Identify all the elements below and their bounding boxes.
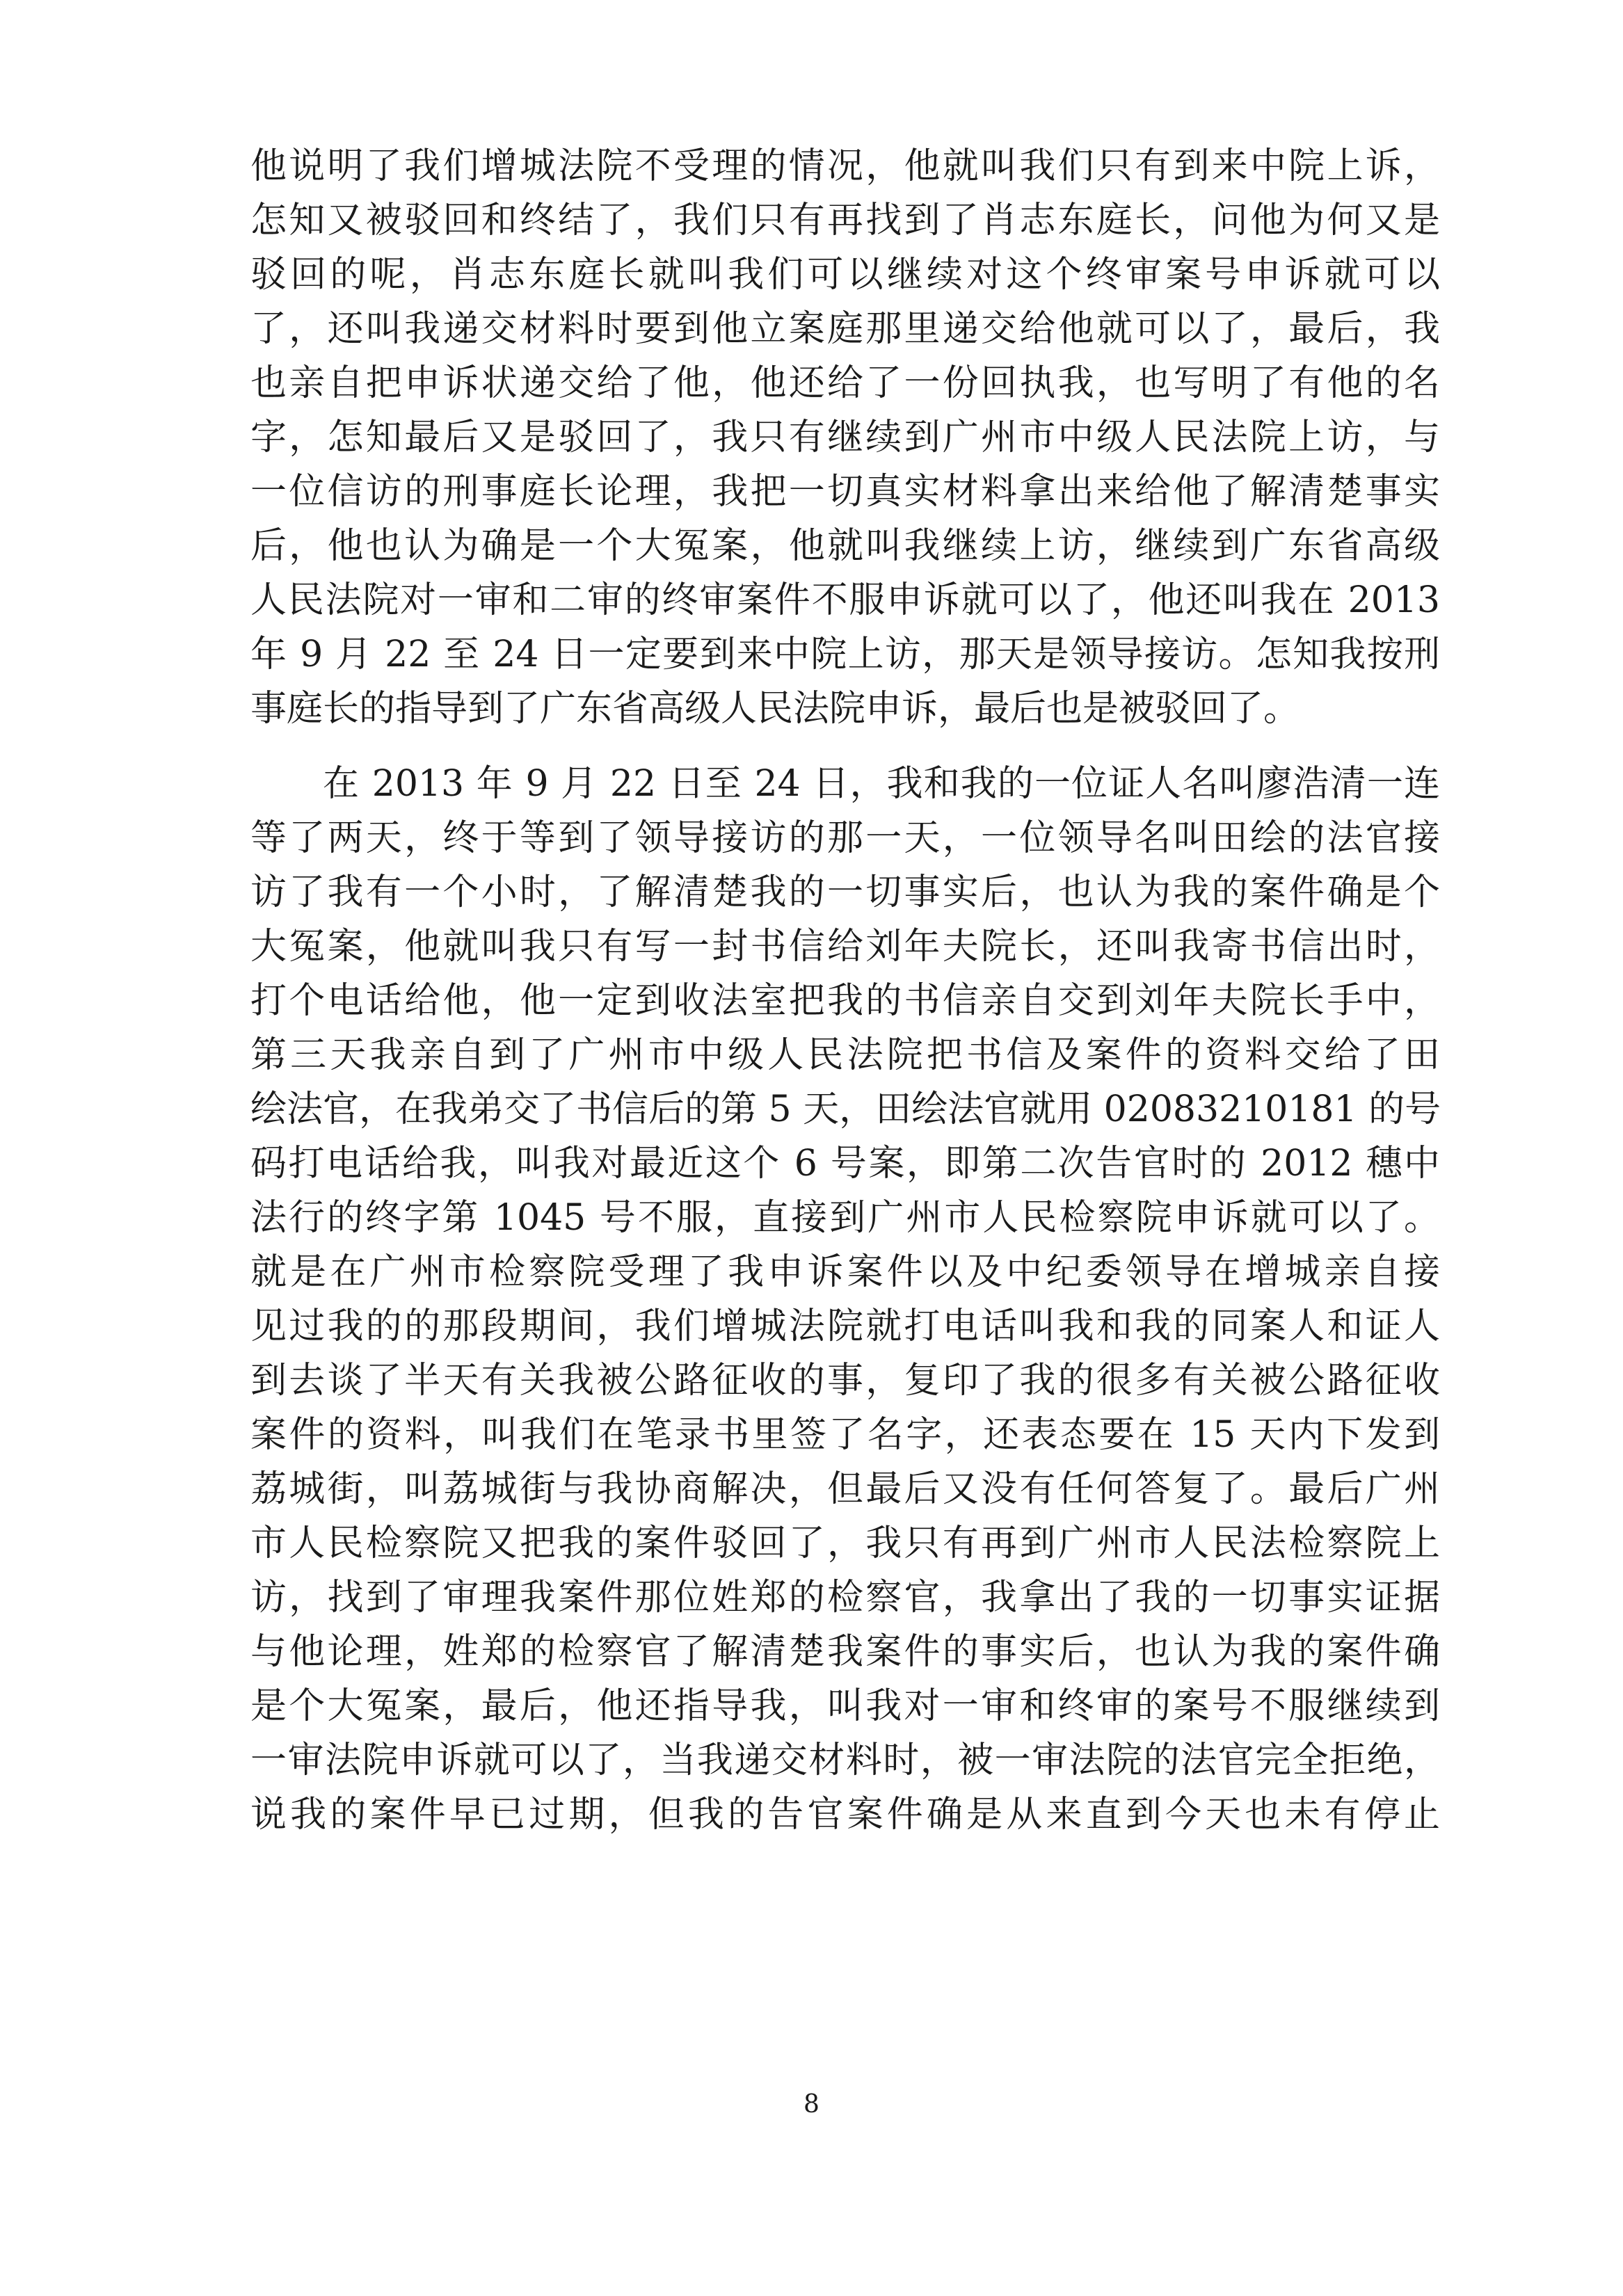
text-line: 驳回的呢，肖志东庭长就叫我们可以继续对这个终审案号申诉就可以 [250,254,1440,296]
text-line: 也亲自把申诉状递交给了他，他还给了一份回执我，也写明了有他的名 [250,362,1440,404]
text-line: 在 2013 年 9 月 22 日至 24 日，我和我的一位证人名叫廖浩清一连 [323,763,1440,805]
text-line: 与他论理，姓郑的检察官了解清楚我案件的事实后，也认为我的案件确 [250,1631,1440,1673]
text-line: 码打电话给我，叫我对最近这个 6 号案，即第二次告官时的 2012 穗中 [250,1143,1440,1185]
body-text [250,139,1440,1842]
page-number: 8 [803,2090,820,2119]
text-line: 年 9 月 22 至 24 日一定要到来中院上访，那天是领导接访。怎知我按刑 [250,634,1440,675]
text-line: 了，还叫我递交材料时要到他立案庭那里递交给他就可以了，最后，我 [250,308,1440,350]
text-line: 绘法官，在我弟交了书信后的第 5 天，田绘法官就用 02083210181 的号 [250,1089,1441,1130]
text-line: 见过我的的那段期间，我们增城法院就打电话叫我和我的同案人和证人 [250,1306,1440,1347]
paragraph-2 [250,757,1440,1842]
text-line: 等了两天，终于等到了领导接访的那一天，一位领导名叫田绘的法官接 [250,817,1440,859]
text-line: 他说明了我们增城法院不受理的情况，他就叫我们只有到来中院上诉， [250,145,1440,187]
text-line: 字，怎知最后又是驳回了，我只有继续到广州市中级人民法院上访，与 [250,417,1440,458]
text-line: 一审法院申诉就可以了，当我递交材料时，被一审法院的法官完全拒绝， [250,1740,1440,1781]
paragraph-1 [250,139,1440,736]
text-line: 是个大冤案，最后，他还指导我，叫我对一审和终审的案号不服继续到 [250,1685,1440,1727]
text-line: 访，找到了审理我案件那位姓郑的检察官，我拿出了我的一切事实证据 [250,1577,1440,1619]
text-line: 第三天我亲自到了广州市中级人民法院把书信及案件的资料交给了田 [250,1034,1440,1076]
text-line: 大冤案，他就叫我只有写一封书信给刘年夫院长，还叫我寄书信出时， [250,926,1440,968]
text-line: 荔城街，叫荔城街与我协商解决，但最后又没有任何答复了。最后广州 [250,1468,1440,1510]
text-line: 案件的资料，叫我们在笔录书里签了名字，还表态要在 15 天内下发到 [250,1414,1440,1456]
text-line: 后，他也认为确是一个大冤案，他就叫我继续上访，继续到广东省高级 [250,525,1440,567]
text-line: 打个电话给他，他一定到收法室把我的书信亲自交到刘年夫院长手中， [250,980,1440,1022]
text-line: 人民法院对一审和二审的终审案件不服申诉就可以了，他还叫我在 2013 [250,579,1440,621]
text-line: 访了我有一个小时，了解清楚我的一切事实后，也认为我的案件确是个 [250,872,1440,913]
text-line: 事庭长的指导到了广东省高级人民法院申诉，最后也是被驳回了。 [250,688,1300,730]
text-line: 就是在广州市检察院受理了我申诉案件以及中纪委领导在增城亲自接 [250,1251,1440,1293]
text-line: 法行的终字第 1045 号不服，直接到广州市人民检察院申诉就可以了。 [250,1197,1440,1239]
text-line: 说我的案件早已过期，但我的告官案件确是从来直到今天也未有停止 [250,1794,1440,1836]
text-line: 市人民检察院又把我的案件驳回了，我只有再到广州市人民法检察院上 [250,1523,1440,1564]
text-line: 怎知又被驳回和终结了，我们只有再找到了肖志东庭长，问他为何又是 [250,200,1440,241]
text-line: 到去谈了半天有关我被公路征收的事，复印了我的很多有关被公路征收 [250,1360,1440,1402]
text-line: 一位信访的刑事庭长论理，我把一切真实材料拿出来给他了解清楚事实 [250,471,1440,513]
